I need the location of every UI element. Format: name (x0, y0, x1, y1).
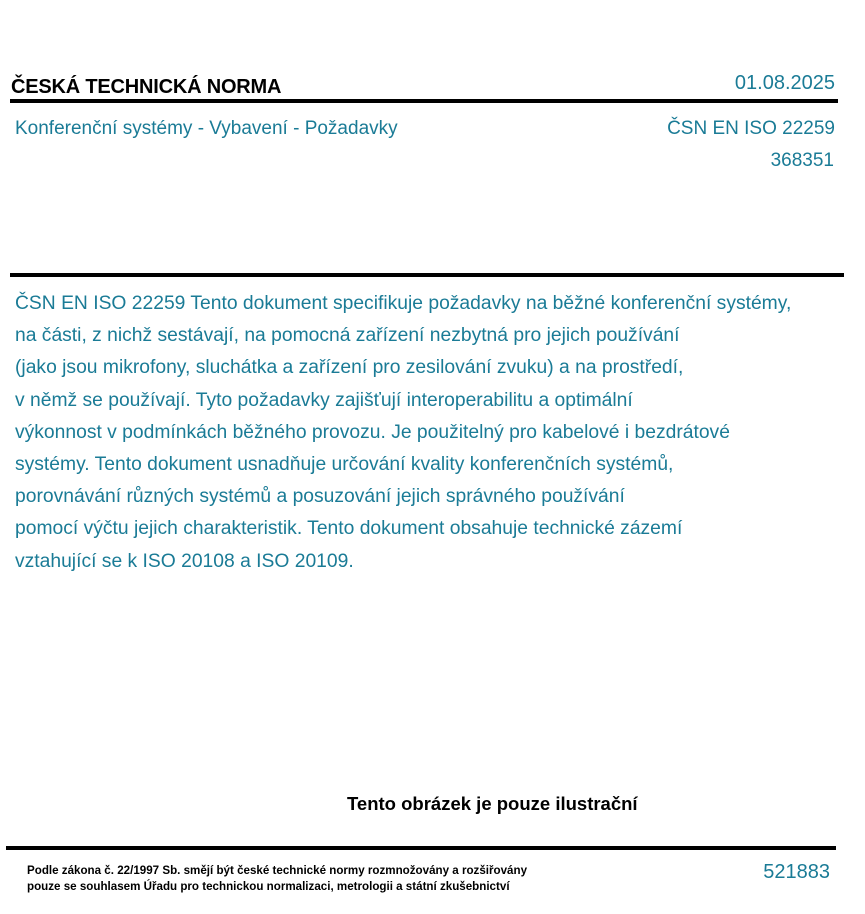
footer-rule (6, 846, 836, 850)
catalog-number: 368351 (770, 150, 834, 171)
standard-code: ČSN EN ISO 22259 (667, 118, 835, 139)
section-rule (10, 273, 844, 277)
abstract-line: (jako jsou mikrofony, sluchátka a zařízení pro zesilování zvuku) a na prostředí, (15, 357, 684, 379)
norm-title: ČESKÁ TECHNICKÁ NORMA (11, 76, 282, 98)
legal-notice (27, 863, 527, 894)
document-id: 521883 (763, 861, 830, 883)
illustration-note: Tento obrázek je pouze ilustrační (347, 793, 638, 814)
abstract-line: na části, z nichž sestávají, na pomocná zařízení nezbytná pro jejich používání (15, 325, 680, 347)
legal-notice-line: pouze se souhlasem Úřadu pro technickou normalizaci, metrologii a státní zkušebnictví (27, 879, 510, 893)
abstract-text (15, 288, 865, 578)
abstract-line: systémy. Tento dokument usnadňuje určování kvality konferenčních systémů, (15, 454, 674, 476)
abstract-line: ČSN EN ISO 22259 Tento dokument specifikuje požadavky na běžné konferenční systémy, (15, 293, 792, 314)
abstract-line: vztahující se k ISO 20108 a ISO 20109. (15, 550, 354, 572)
standard-subject: Konferenční systémy - Vybavení - Požadavky (15, 118, 398, 139)
abstract-line: výkonnost v podmínkách běžného provozu. Je použitelný pro kabelové i bezdrátové (15, 421, 730, 443)
abstract-line: pomocí výčtu jejich charakteristik. Tento dokument obsahuje technické zázemí (15, 518, 683, 540)
abstract-line: porovnávání různých systémů a posuzování jejich správného používání (15, 486, 625, 508)
legal-notice-line: Podle zákona č. 22/1997 Sb. smějí být české technické normy rozmnožovány a rozšiřovány (27, 864, 528, 877)
abstract-line: v němž se používají. Tyto požadavky zajišťují interoperabilitu a optimální (15, 389, 633, 411)
publication-date: 01.08.2025 (734, 72, 835, 94)
header-rule (10, 99, 838, 103)
